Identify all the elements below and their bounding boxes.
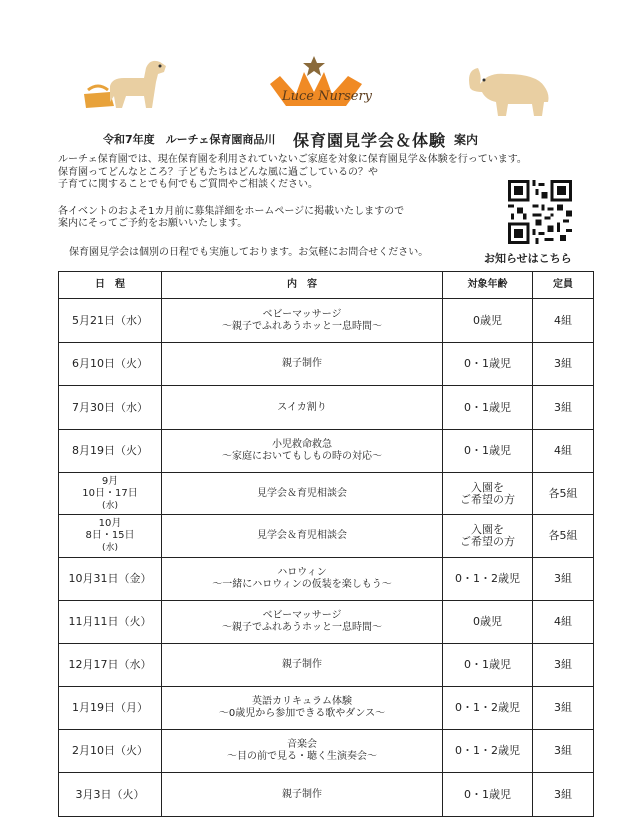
event-capacity: 3組 xyxy=(533,730,594,773)
event-age: 0・1歳児 xyxy=(443,430,533,473)
event-age: 0・1・2歳児 xyxy=(443,687,533,730)
event-age: 0歳児 xyxy=(443,299,533,343)
header-illustrations xyxy=(0,48,634,128)
table-row xyxy=(59,299,594,343)
nursery-logo xyxy=(262,50,392,122)
event-content xyxy=(162,773,443,817)
event-subtitle: ～家庭においてもしもの時の対応～ xyxy=(222,451,382,462)
table-row xyxy=(59,558,594,601)
event-content xyxy=(162,430,443,473)
header-date: 日 程 xyxy=(59,272,162,299)
event-age: 0・1歳児 xyxy=(443,386,533,430)
table-row xyxy=(59,343,594,386)
event-title: 親子制作 xyxy=(282,659,322,670)
event-capacity: 各5組 xyxy=(533,473,594,515)
intro-line: 子育てに関することでも何でもご質問やご相談ください。 xyxy=(58,179,318,190)
event-capacity: 3組 xyxy=(533,644,594,687)
table-row xyxy=(59,730,594,773)
event-date: 12月17日（水） xyxy=(59,644,162,687)
svg-text:Luce Nursery: Luce Nursery xyxy=(282,89,372,104)
event-capacity: 4組 xyxy=(533,601,594,644)
event-capacity: 4組 xyxy=(533,299,594,343)
event-date-days: 8日・15日 xyxy=(85,530,135,541)
title-suffix: 案内 xyxy=(454,133,479,147)
event-age: 0・1・2歳児 xyxy=(443,558,533,601)
intro-line: 保育園ってどんなところ？子どもたちはどんな風に過ごしているの？や xyxy=(58,166,378,178)
event-title: 音楽会 xyxy=(287,739,317,750)
intro-line: ルーチェ保育園では、現在保育園を利用されていないご家庭を対象に保育園見学＆体験を行っています。 xyxy=(58,154,527,165)
event-date-weekday: (水) xyxy=(101,543,119,553)
qr-code-icon[interactable] xyxy=(508,180,572,244)
event-capacity: 3組 xyxy=(533,687,594,730)
event-title: ハロウィン xyxy=(277,567,327,578)
table-row xyxy=(59,386,594,430)
event-subtitle: ～親子でふれあうホッと一息時間～ xyxy=(222,622,382,633)
header-capacity: 定員 xyxy=(533,272,594,299)
event-age-line: ご希望の方 xyxy=(460,492,515,506)
event-age xyxy=(443,515,533,558)
event-age xyxy=(443,473,533,515)
event-capacity: 3組 xyxy=(533,558,594,601)
event-content xyxy=(162,299,443,343)
event-age: 0・1歳児 xyxy=(443,644,533,687)
document-title xyxy=(0,128,634,150)
event-title: ベビーマッサージ xyxy=(262,308,342,320)
header-age: 対象年齢 xyxy=(443,272,533,299)
event-content xyxy=(162,601,443,644)
event-date xyxy=(59,515,162,558)
event-date: 5月21日（水） xyxy=(59,299,162,343)
title-main: 保育園見学会＆体験 xyxy=(293,131,447,150)
dog-icon xyxy=(80,56,170,118)
event-subtitle: ～目の前で見る・聴く生演奏会～ xyxy=(227,751,377,762)
event-age-line: 入園を xyxy=(471,523,504,536)
event-capacity: 3組 xyxy=(533,773,594,817)
event-age: 0歳児 xyxy=(443,601,533,644)
event-title: スイカ割り xyxy=(277,401,327,413)
event-content xyxy=(162,386,443,430)
event-subtitle: ～一緒にハロウィンの仮装を楽しもう～ xyxy=(212,579,392,590)
event-capacity: 各5組 xyxy=(533,515,594,558)
table-row xyxy=(59,601,594,644)
table-row xyxy=(59,515,594,558)
event-date xyxy=(59,473,162,515)
event-content xyxy=(162,730,443,773)
event-date: 7月30日（水） xyxy=(59,386,162,430)
intro-note: 保育園見学会は個別の日程でも実施しております。お気軽にお問合せください。 xyxy=(69,246,429,258)
header-content: 内 容 xyxy=(162,272,443,299)
event-age: 0・1歳児 xyxy=(443,343,533,386)
table-row xyxy=(59,687,594,730)
event-content xyxy=(162,687,443,730)
intro-text xyxy=(58,154,527,259)
table-row xyxy=(59,773,594,817)
event-title: 親子制作 xyxy=(282,358,322,369)
event-capacity: 3組 xyxy=(533,343,594,386)
event-date-month: 10月 xyxy=(98,518,122,529)
table-row xyxy=(59,644,594,687)
event-date: 2月10日（火） xyxy=(59,730,162,773)
intro-line: 案内にそってご予約をお願いいたします。 xyxy=(58,218,248,229)
event-age-line: 入園を xyxy=(471,480,504,494)
event-date: 1月19日（月） xyxy=(59,687,162,730)
event-age: 0・1歳児 xyxy=(443,773,533,817)
event-capacity: 3組 xyxy=(533,386,594,430)
event-date: 8月19日（火） xyxy=(59,430,162,473)
event-date: 10月31日（金） xyxy=(59,558,162,601)
event-content xyxy=(162,343,443,386)
intro-line: 各イベントのおよそ1カ月前に募集詳細をホームページに掲載いたしますので xyxy=(58,205,405,217)
event-title: 小児救命救急 xyxy=(272,439,332,450)
event-title: 見学会＆育児相談会 xyxy=(257,487,347,499)
event-date-weekday: (水) xyxy=(101,500,119,511)
event-content xyxy=(162,558,443,601)
event-title: 見学会＆育児相談会 xyxy=(257,530,347,541)
table-row xyxy=(59,430,594,473)
title-year: 令和7年度 ルーチェ保育園商品川 xyxy=(103,133,276,146)
event-date-days: 10日・17日 xyxy=(82,487,138,499)
event-title: 親子制作 xyxy=(282,788,322,800)
event-subtitle: ～0歳児から参加できる歌やダンス～ xyxy=(218,708,386,719)
schedule-table xyxy=(58,271,594,817)
table-row xyxy=(59,473,594,515)
event-age: 0・1・2歳児 xyxy=(443,730,533,773)
event-title: 英語カリキュラム体験 xyxy=(252,696,352,707)
event-content xyxy=(162,473,443,515)
event-date-month: 9月 xyxy=(101,475,119,487)
event-content xyxy=(162,515,443,558)
qr-caption: お知らせはこちら xyxy=(484,252,572,265)
event-title: ベビーマッサージ xyxy=(262,610,342,621)
event-capacity: 4組 xyxy=(533,430,594,473)
elephant-icon xyxy=(462,62,554,120)
event-content xyxy=(162,644,443,687)
event-age-line: ご希望の方 xyxy=(460,535,515,548)
table-header-row xyxy=(59,272,594,299)
event-subtitle: ～親子でふれあうホッと一息時間～ xyxy=(222,320,382,332)
event-date: 3月3日（火） xyxy=(59,773,162,817)
event-date: 11月11日（火） xyxy=(59,601,162,644)
event-date: 6月10日（火） xyxy=(59,343,162,386)
